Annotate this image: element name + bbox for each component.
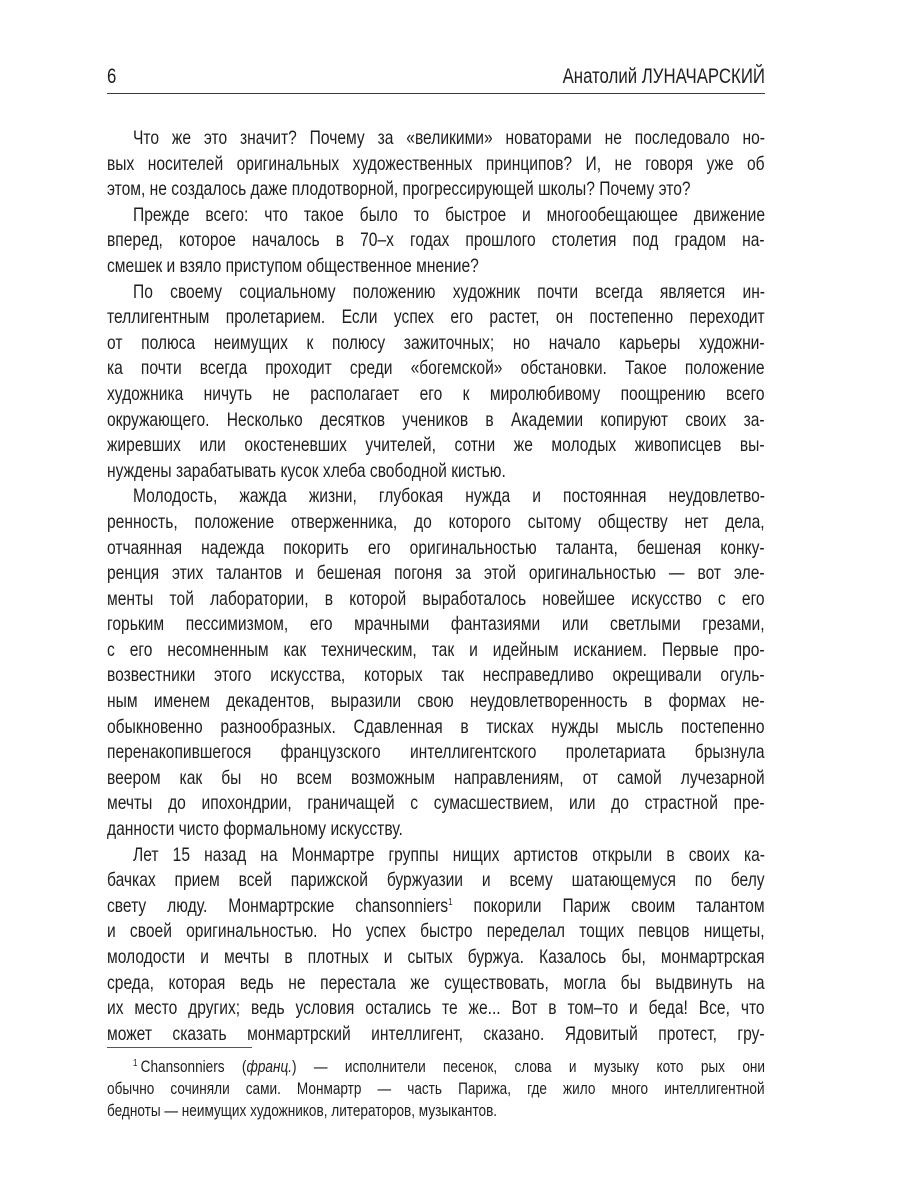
text-line: ренция этих талантов и бешеная погоня за этой оригинальностью — вот эле- <box>107 562 765 585</box>
text-line: горьким пессимизмом, его мрачными фантазиями или светлыми грезами, <box>107 613 765 636</box>
text-line: обыкновенно разнообразных. Сдавленная в тисках нужды мысль постепенно <box>107 715 765 738</box>
body-text <box>107 126 765 1047</box>
footnote-line: обычно сочиняли сами. Монмартр — часть Парижа, где жило много интеллигентной <box>107 1079 765 1098</box>
text-line: бачках прием всей парижской буржуазии и всему шатающемуся по белу <box>107 869 765 892</box>
text-line: теллигентным пролетарием. Если успех его растет, он постепенно переходит <box>107 306 765 329</box>
text-line: окружающего. Несколько десятков учеников в Академии копируют своих за- <box>107 408 765 431</box>
text-line: от полюса неимущих к полюсу зажиточных; но начало карьеры художни- <box>107 331 765 354</box>
text-line: этом, не создалось даже плодотворной, прогрессирующей школы? Почему это? <box>107 178 691 201</box>
text-line: отчаянная надежда покорить его оригинальностью таланта, бешеная конку- <box>107 536 765 559</box>
text-line: По своему социальному положению художник почти всегда является ин- <box>133 280 765 303</box>
text-line: Что же это значит? Почему за «великими» новаторами не последовало но- <box>133 127 765 149</box>
text-line: ренность, положение отверженника, до которого сытому обществу нет дела, <box>107 510 765 533</box>
footnote-line: бедноты — неимущих художников, литераторов, музыкантов. <box>107 1101 498 1120</box>
text-line: нуждены зарабатывать кусок хлеба свободной кистью. <box>107 459 506 482</box>
text-line: перенакопившегося французского интеллигентского пролетариата брызнула <box>107 741 765 764</box>
text-line: среда, которая ведь не перестала же существовать, могла бы выдвинуть на <box>107 971 765 994</box>
running-title: Анатолий ЛУНАЧАРСКИЙ <box>562 65 765 88</box>
footnote-lang-note: франц. <box>246 1057 293 1076</box>
text-line: менты той лаборатории, в которой выработалось новейшее искусство с его <box>107 587 765 610</box>
text-line: данности чисто формальному искусству. <box>107 818 403 841</box>
text-line: их место других; ведь условия остались те же... Вот в том–то и беда! Все, что <box>107 997 765 1020</box>
text-line: Молодость, жажда жизни, глубокая нужда и постоянная неудовлетво- <box>133 485 765 508</box>
text-line: Лет 15 назад на Монмартре группы нищих артистов открыли в своих ка- <box>133 843 765 866</box>
text-line: молодости и мечты в плотных и сытых буржуа. Казалось бы, монмартрская <box>107 946 765 968</box>
text-line: ка почти всегда проходит среди «богемской» обстановки. Такое положение <box>107 357 765 380</box>
text-line: вых носителей оригинальных художественных принципов? И, не говоря уже об <box>107 152 765 175</box>
text-line: мечты до ипохондрии, граничащей с сумасшествием, или до страстной пре- <box>107 792 765 815</box>
running-head <box>107 64 765 94</box>
text-line: с его несомненным как техническим, так и идейным исканием. Первые про- <box>107 638 765 661</box>
text-line: может сказать монмартрский интеллигент, сказано. Ядовитый протест, гру- <box>107 1022 765 1045</box>
text-line: художника ничуть не располагает его к миролюбивому поощрению всего <box>107 382 765 405</box>
footnote-term: Chansonniers <box>140 1057 225 1076</box>
text-line: веером как бы но всем возможным направлениям, от самой лучезарной <box>107 766 765 789</box>
text-line: смешек и взяло приступом общественное мнение? <box>107 254 479 277</box>
text-line: и своей оригинальностью. Но успех быстро переделал тощих певцов нищеты, <box>107 920 765 943</box>
text-line: ным именем декадентов, выразили свою неудовлетворенность в формах не- <box>107 690 765 713</box>
text-line: возвестники этого искусства, которых так несправедливо окрещивали огуль- <box>107 664 765 687</box>
footnote-line: $^1$ Chansonniers (франц.) — исполнители песенок, слова и музыку кото рых они <box>133 1057 766 1076</box>
text-line-with-footnote-ref: свету люду. Монмартрские chansonniers$^1$ покорили Париж своим талантом <box>107 894 765 917</box>
footnote-reference[interactable]: 1 <box>448 896 453 908</box>
footnote-separator <box>107 1047 252 1048</box>
text-line: вперед, которое началось в 70–х годах прошлого столетия под градом на- <box>107 229 765 252</box>
footnote-number: 1 <box>133 1058 138 1069</box>
footnotes <box>107 1056 765 1122</box>
page-number: 6 <box>107 65 117 88</box>
text-line: Прежде всего: что такое было то быстрое и многообещающее движение <box>133 203 765 226</box>
text-line: жиревших или окостеневших учителей, сотни же молодых живописцев вы- <box>107 434 765 457</box>
